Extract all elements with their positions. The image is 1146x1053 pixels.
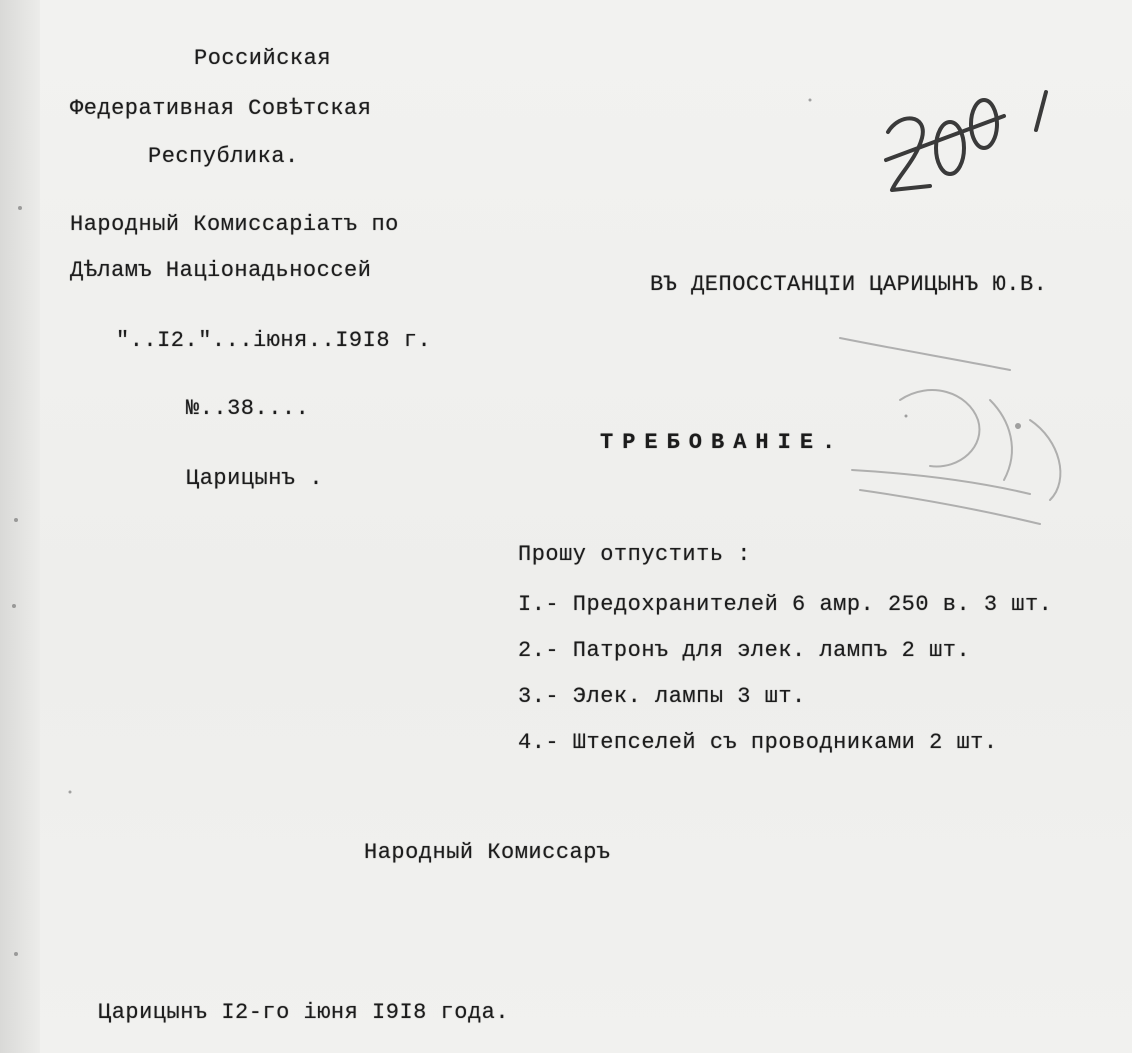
document-date: "..I2."...іюня..I9I8 г. — [116, 328, 432, 353]
signature-title: Народный Комиссаръ — [364, 840, 611, 865]
request-item-4: 4.- Штепселей съ проводниками 2 шт. — [518, 730, 998, 755]
handwritten-number-200 — [886, 92, 1046, 190]
header-line-5: Дѣламъ Націонадьноссей — [70, 258, 372, 283]
faint-pencil-scribble — [840, 338, 1060, 524]
request-item-3: 3.- Элек. лампы 3 шт. — [518, 684, 806, 709]
addressee: ВЪ ДЕПОССТАНЦІИ ЦАРИЦЫНЪ Ю.В. — [650, 272, 1048, 297]
header-line-1: Российская — [194, 46, 332, 71]
paper-specks — [12, 99, 1021, 957]
request-intro: Прошу отпустить : — [518, 542, 751, 567]
request-item-1: I.- Предохранителей 6 амр. 250 в. 3 шт. — [518, 592, 1053, 617]
footer-date: Царицынъ I2-го іюня I9I8 года. — [98, 1000, 510, 1025]
header-line-3: Республика. — [148, 144, 299, 169]
document-number: №..38.... — [186, 396, 310, 421]
header-line-2: Федеративная Совѣтская — [70, 96, 372, 121]
header-line-4: Народный Комиссаріатъ по — [70, 212, 399, 237]
document-title: ТРЕБОВАНІЕ. — [600, 430, 845, 455]
request-item-2: 2.- Патронъ для элек. лампъ 2 шт. — [518, 638, 971, 663]
document-city: Царицынъ . — [186, 466, 324, 491]
